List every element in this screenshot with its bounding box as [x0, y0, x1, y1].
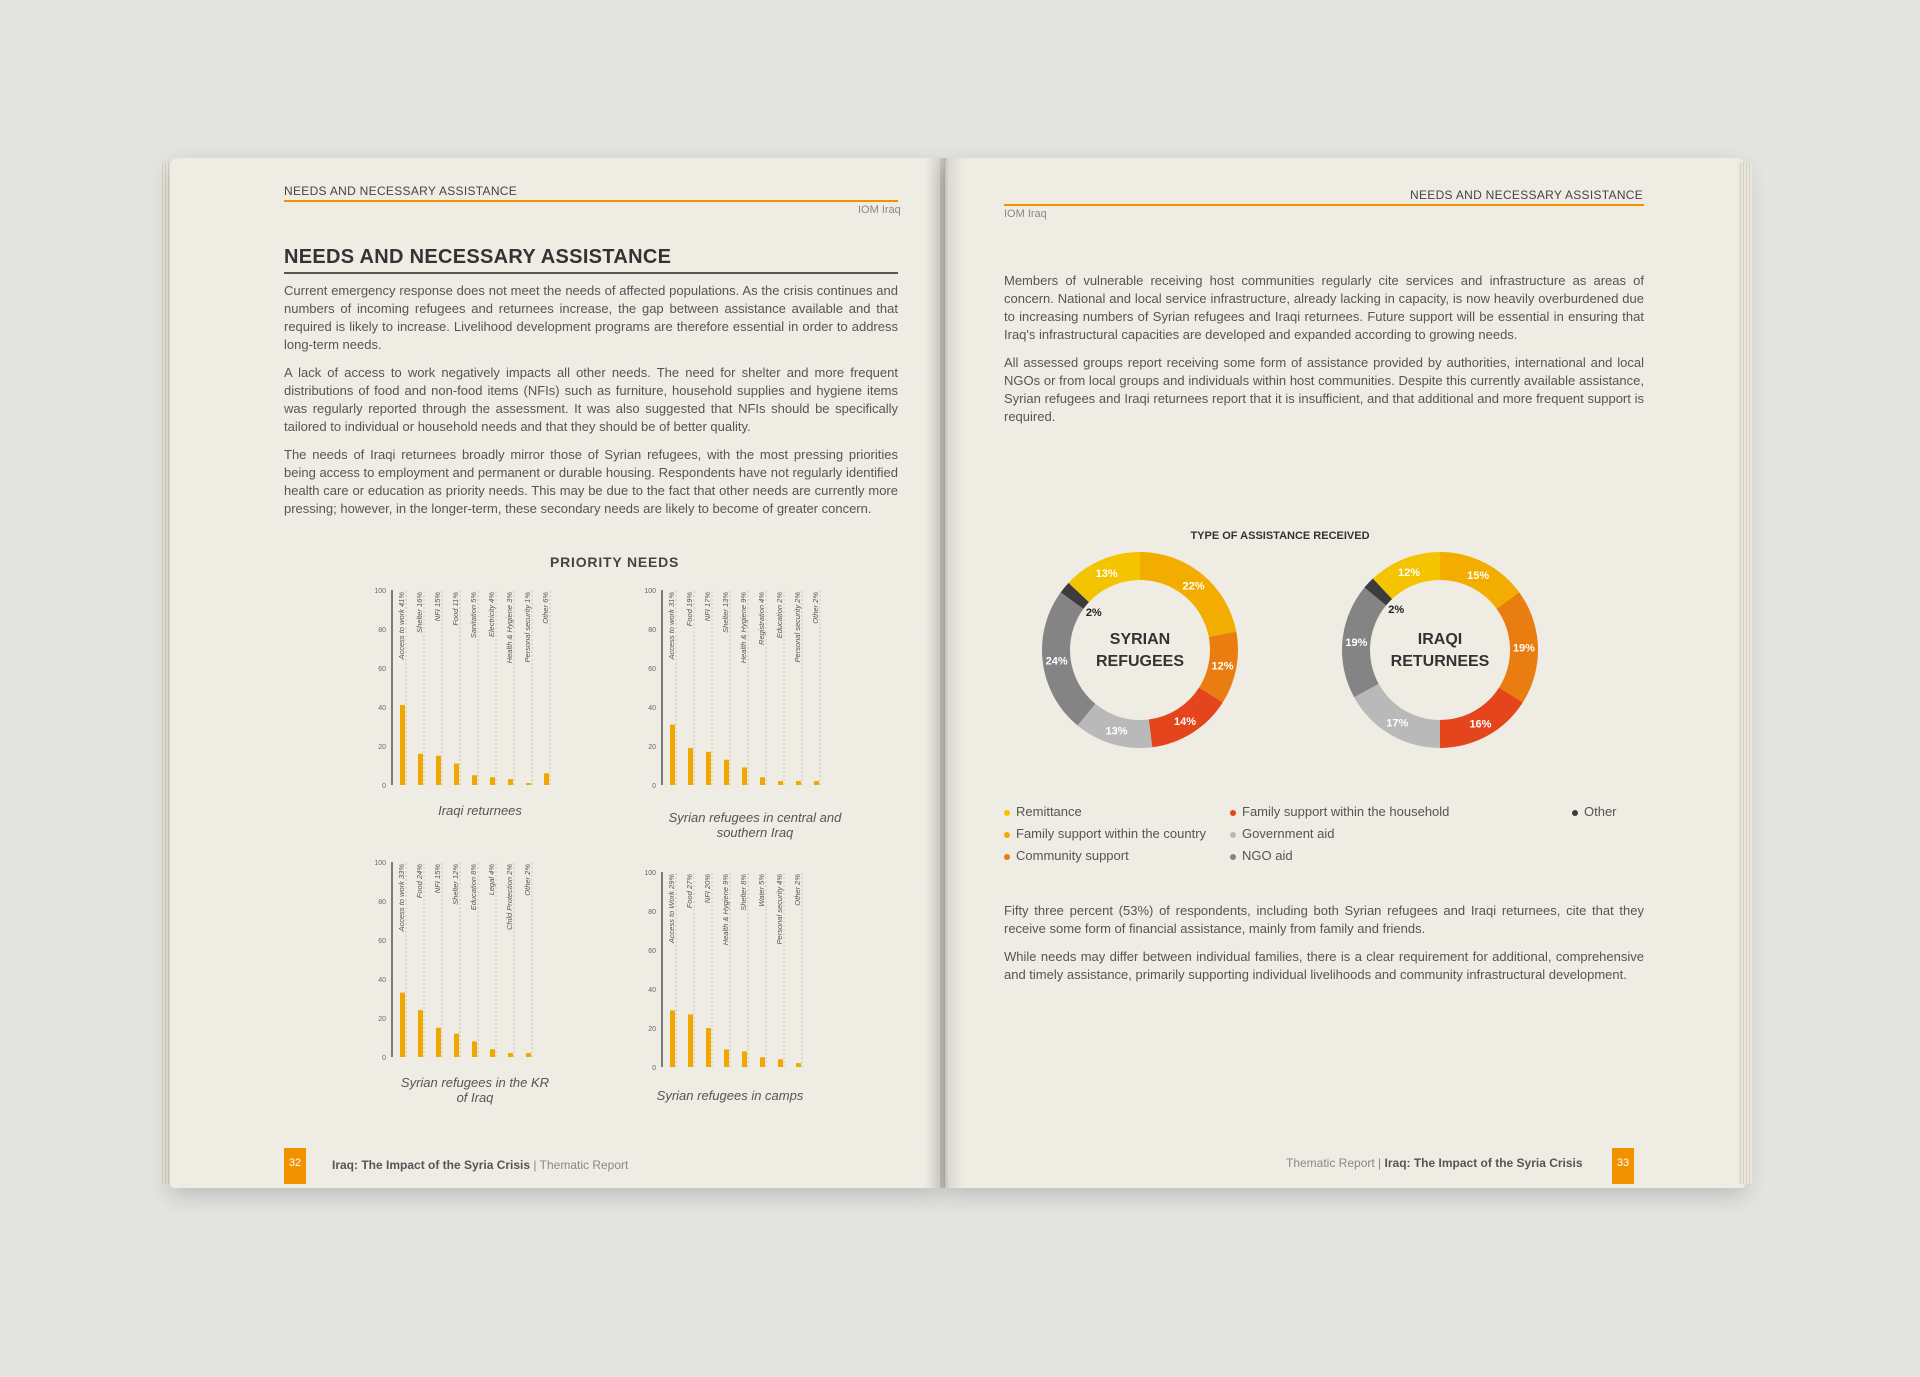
right-header-rule	[1004, 204, 1644, 206]
legend-column-2	[1230, 804, 1449, 870]
right-body-bottom	[1004, 902, 1644, 994]
page-heading: NEEDS AND NECESSARY ASSISTANCE	[284, 246, 672, 268]
legend-label: Remittance	[1016, 804, 1082, 819]
category-label: Legal 4%	[487, 864, 496, 896]
bar	[472, 775, 477, 785]
y-tick-label: 100	[374, 860, 386, 867]
category-label: Education 2%	[775, 592, 784, 639]
bar-caption-camps: Syrian refugees in camps	[656, 1088, 804, 1103]
donut-chart-title: TYPE OF ASSISTANCE RECEIVED	[1190, 530, 1370, 542]
bar	[760, 777, 765, 785]
slice-label: 16%	[1469, 718, 1492, 731]
bar	[724, 1049, 729, 1067]
bar	[454, 764, 459, 785]
slice-label: 19%	[1345, 637, 1368, 650]
category-label: Shelter 8%	[739, 874, 748, 911]
y-tick-label: 60	[378, 666, 386, 673]
bar	[490, 1049, 495, 1057]
y-tick-label: 20	[378, 744, 386, 751]
right-running-header: NEEDS AND NECESSARY ASSISTANCE	[1410, 188, 1644, 202]
right-body-top	[1004, 272, 1644, 436]
category-label: Education 8%	[469, 864, 478, 911]
bar-chart-camps	[640, 862, 870, 1082]
bar-chart-kr-iraq	[370, 852, 600, 1072]
legend-dot	[1230, 810, 1236, 816]
legend-item	[1230, 848, 1449, 870]
category-label: Shelter 16%	[415, 592, 424, 633]
category-label: NFI 15%	[433, 592, 442, 622]
slice-label: 12%	[1211, 660, 1234, 673]
legend-dot	[1004, 832, 1010, 838]
category-label: Health & Hygiene 9%	[721, 874, 730, 946]
slice-label: 22%	[1182, 580, 1205, 593]
legend-label: Family support within the country	[1016, 826, 1207, 841]
legend-label: NGO aid	[1242, 848, 1293, 863]
legend-dot	[1230, 832, 1236, 838]
bar-caption-central-southern: Syrian refugees in central and southern Iraq	[668, 810, 842, 840]
y-tick-label: 0	[382, 783, 386, 790]
left-footer	[332, 1158, 628, 1172]
bar	[796, 1063, 801, 1067]
left-body	[284, 282, 898, 528]
left-footer-title: Iraq: The Impact of the Syria Crisis	[332, 1158, 531, 1172]
left-paragraph-1: Current emergency response does not meet the needs of affected populations. As the crisis continues and numbers of incoming refugees and returnees increase, the gap between assistance available and that required is likely to increase. Livelihood development programs are therefore essential in order to address long-term needs.	[284, 283, 898, 352]
y-tick-label: 40	[648, 987, 656, 994]
bar-chart-iraqi-returnees	[370, 580, 600, 800]
legend-dot	[1572, 810, 1578, 816]
category-label: Health & Hygiene 3%	[505, 592, 514, 664]
slice-label: 24%	[1045, 655, 1068, 668]
y-tick-label: 20	[648, 744, 656, 751]
category-label: Access to work 41%	[397, 592, 406, 660]
y-tick-label: 60	[378, 938, 386, 945]
legend-item	[1230, 826, 1449, 848]
right-footer-sep: |	[1378, 1156, 1382, 1170]
category-label: Other 2%	[793, 874, 802, 906]
right-running-sub: IOM Iraq	[1004, 208, 1047, 220]
category-label: Access to work 31%	[667, 592, 676, 660]
legend-column-1	[1004, 804, 1206, 870]
y-tick-label: 80	[378, 899, 386, 906]
category-label: NFI 20%	[703, 874, 712, 904]
left-paragraph-2: A lack of access to work negatively impacts all other needs. The need for shelter and more frequent distributions of food and non-food items (NFIs) such as furniture, household supplies and hygiene items was regularly reported through the assessment. It was also suggested that NFIs should be specifically tailored to individual or household needs and that they should be of better quality.	[284, 365, 898, 434]
donut-center-label: REFUGEES	[1095, 653, 1185, 670]
slice-label: 13%	[1095, 567, 1118, 580]
y-tick-label: 20	[378, 1016, 386, 1023]
bar-chart-central-southern	[640, 580, 870, 800]
bar	[778, 1059, 783, 1067]
category-label: Food 27%	[685, 874, 694, 909]
right-paragraph-4: While needs may differ between individual families, there is a clear requirement for additional, comprehensive and timely assistance, primarily supporting individual livelihoods and community infrastructural development.	[1004, 949, 1644, 982]
legend-item	[1004, 826, 1206, 848]
category-label: Child Protection 2%	[505, 864, 514, 930]
bar	[436, 756, 441, 785]
bar	[508, 779, 513, 785]
category-label: Shelter 12%	[451, 864, 460, 905]
y-tick-label: 100	[644, 870, 656, 877]
category-label: Registration 4%	[757, 592, 766, 645]
right-paragraph-3: Fifty three percent (53%) of respondents, including both Syrian refugees and Iraqi returnees, cite that they receive some form of financial assistance, mainly from family and friends.	[1004, 903, 1644, 936]
legend-label: Family support within the household	[1242, 804, 1450, 819]
bar	[526, 1053, 531, 1057]
left-page-number: 32	[284, 1148, 306, 1184]
slice-label: 19%	[1512, 642, 1535, 655]
legend-dot	[1230, 854, 1236, 860]
y-tick-label: 40	[378, 977, 386, 984]
bar	[706, 1028, 711, 1067]
bar	[436, 1028, 441, 1057]
category-label: Other 6%	[541, 592, 550, 624]
right-footer-sub: Thematic Report	[1286, 1156, 1375, 1170]
legend-dot	[1004, 854, 1010, 860]
donut-slice	[1354, 684, 1440, 748]
y-tick-label: 80	[648, 909, 656, 916]
bar	[670, 1010, 675, 1067]
donut-slice	[1140, 552, 1236, 637]
slice-label: 17%	[1386, 717, 1409, 730]
category-label: Personal security 1%	[523, 592, 532, 663]
category-label: Access to work 33%	[397, 864, 406, 932]
bar	[544, 773, 549, 785]
bar	[706, 752, 711, 785]
bar	[688, 748, 693, 785]
y-tick-label: 40	[648, 705, 656, 712]
y-tick-label: 80	[378, 627, 386, 634]
y-tick-label: 0	[652, 783, 656, 790]
right-footer-title: Iraq: The Impact of the Syria Crisis	[1384, 1156, 1583, 1170]
bar	[796, 781, 801, 785]
left-running-header: NEEDS AND NECESSARY ASSISTANCE	[284, 184, 518, 198]
bar	[724, 760, 729, 785]
category-label: Other 2%	[811, 592, 820, 624]
left-footer-sub: Thematic Report	[539, 1158, 629, 1172]
bar	[400, 993, 405, 1057]
donut-chart-iraqi-returnees	[1340, 550, 1540, 755]
slice-label: 2%	[1085, 606, 1102, 619]
bar	[688, 1014, 693, 1067]
y-tick-label: 0	[652, 1065, 656, 1072]
bar	[418, 1010, 423, 1057]
priority-needs-title: PRIORITY NEEDS	[550, 554, 680, 570]
book-spine	[925, 158, 965, 1188]
bar	[454, 1034, 459, 1057]
y-tick-label: 0	[382, 1055, 386, 1062]
category-label: Access to Work 29%	[667, 874, 676, 944]
legend-label: Other	[1584, 804, 1617, 819]
legend-item	[1004, 848, 1206, 870]
category-label: Food 11%	[451, 592, 460, 626]
bar	[742, 767, 747, 785]
y-tick-label: 100	[644, 588, 656, 595]
category-label: Water 5%	[757, 874, 766, 907]
bar	[670, 725, 675, 785]
donut-center-label: RETURNEES	[1390, 653, 1490, 670]
right-paragraph-1: Members of vulnerable receiving host communities regularly cite services and infrastructure as areas of concern. National and local service infrastructure, already lacking in capacity, is now heavily overburdened due to increasing numbers of Syrian refugees and Iraqi returnees. Future support will be essential in ensuring that Iraq's infrastructural capacities are developed and expanded according to growing needs.	[1004, 273, 1644, 342]
y-tick-label: 100	[374, 588, 386, 595]
category-label: Food 19%	[685, 592, 694, 627]
slice-label: 2%	[1388, 603, 1405, 616]
bar	[526, 783, 531, 785]
right-paragraph-2: All assessed groups report receiving some form of assistance provided by authorities, international and local NGOs or from local groups and individuals within host communities. Despite this currently available assistance, Syrian refugees and Iraqi returnees report that it is insufficient, and that additional and more frequent support is required.	[1004, 355, 1644, 424]
legend-item	[1004, 804, 1206, 826]
bar	[508, 1053, 513, 1057]
right-footer	[1286, 1156, 1583, 1170]
bar	[418, 754, 423, 785]
legend-label: Government aid	[1242, 826, 1335, 841]
left-header-rule	[284, 200, 898, 202]
legend-item	[1230, 804, 1449, 826]
slice-label: 13%	[1105, 725, 1128, 738]
bar	[760, 1057, 765, 1067]
category-label: Other 2%	[523, 864, 532, 896]
slice-label: 14%	[1173, 715, 1197, 728]
y-tick-label: 60	[648, 666, 656, 673]
bar	[400, 705, 405, 785]
bar	[472, 1041, 477, 1057]
left-running-sub: IOM Iraq	[858, 204, 901, 216]
heading-rule	[284, 272, 898, 274]
category-label: NFI 17%	[703, 592, 712, 622]
category-label: Food 24%	[415, 864, 424, 899]
category-label: Shelter 13%	[721, 592, 730, 633]
legend-column-3	[1572, 804, 1617, 826]
bar	[778, 781, 783, 785]
y-tick-label: 80	[648, 627, 656, 634]
category-label: Personal security 2%	[793, 592, 802, 663]
legend-item	[1572, 804, 1617, 826]
bar-caption-iraqi-returnees: Iraqi returnees	[438, 803, 522, 818]
category-label: NFI 15%	[433, 864, 442, 894]
donut-center-label: SYRIAN	[1109, 631, 1171, 648]
slice-label: 15%	[1467, 570, 1490, 583]
bar-caption-kr-iraq: Syrian refugees in the KR of Iraq	[400, 1075, 550, 1105]
category-label: Health & Hygiene 9%	[739, 592, 748, 664]
right-page-number: 33	[1612, 1148, 1634, 1184]
donut-center-label: IRAQI	[1417, 631, 1463, 648]
left-footer-sep: |	[533, 1158, 537, 1172]
y-tick-label: 40	[378, 705, 386, 712]
legend-dot	[1004, 810, 1010, 816]
legend-label: Community support	[1016, 848, 1129, 863]
category-label: Electricity 4%	[487, 592, 496, 638]
right-page-edge	[1738, 162, 1752, 1184]
bar	[742, 1051, 747, 1067]
bar	[490, 777, 495, 785]
y-tick-label: 20	[648, 1026, 656, 1033]
y-tick-label: 60	[648, 948, 656, 955]
bar	[814, 781, 819, 785]
category-label: Personal security 4%	[775, 874, 784, 945]
left-paragraph-3: The needs of Iraqi returnees broadly mirror those of Syrian refugees, with the most pressing priorities being access to employment and permanent or durable housing. Respondents have not regularly identified health care or education as priority needs. This may be due to the fact that other needs are currently more pressing; however, in the longer-term, these secondary needs are likely to become of greater concern.	[284, 447, 898, 516]
category-label: Sanitation 5%	[469, 592, 478, 639]
slice-label: 12%	[1398, 566, 1421, 579]
donut-chart-syrian-refugees	[1040, 550, 1240, 755]
